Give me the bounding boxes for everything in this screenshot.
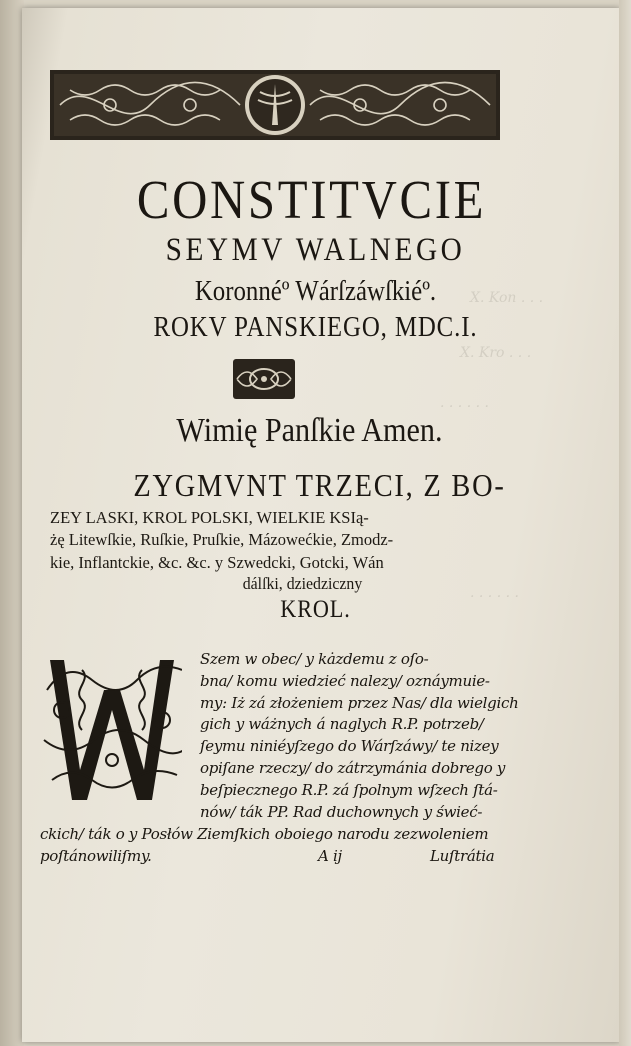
body-line: kie, Inflantckie, &c. &c. y Szwedcki, Gotcki, Wán [50, 553, 384, 572]
subtitle: SEYMV WALNEGO [165, 232, 466, 268]
book-left-edge [0, 0, 24, 1046]
text-line: ckich/ ták o y Posłów Ziemſkich oboiego narodu zezwoleniem [40, 825, 489, 843]
catchword: Luſtrátia [430, 847, 495, 865]
text-line: opiſane rzeczy/ do zátrzymánia dobrego y [200, 759, 506, 777]
show-through-text: . . . . . . [440, 395, 489, 411]
text-line: poſtánowiliſmy. [40, 847, 152, 865]
title: CONSTITVCIE [136, 169, 487, 230]
text-line: ſeymu niniéyſzego do Wárſzáwy/ te nizey [200, 737, 499, 755]
show-through-text: . . . . . . [470, 585, 519, 601]
king-line: ZYGMVNT TRZECI, Z BO- [133, 467, 506, 503]
show-through-text: X. Kon . . . [470, 290, 544, 306]
body-line: żę Litewſkie, Ruſkie, Pruſkie, Mázowećkie, Zmodz- [50, 530, 394, 549]
woodcut-ornament-icon [50, 70, 500, 140]
text-line: beſpiecznego R.P. zá ſpolnym wſzech ſtá- [200, 781, 498, 799]
book-right-edge [619, 0, 631, 1046]
body-line: dálſki, dziedziczny [242, 574, 363, 593]
krol-heading: KROL. [280, 596, 351, 623]
text-line: bna/ komu wiedzieć nalezy/ oznáymuie- [200, 672, 490, 690]
fleuron-icon [233, 359, 295, 399]
signature-mark: A ij [318, 847, 342, 865]
text-line: Szem w obec/ y kȧzdemu z oſo- [200, 650, 429, 668]
decorated-initial-w-icon [42, 650, 182, 810]
text-line: gich y wáżnych á naglych R.P. potrzeb/ [200, 715, 484, 733]
text-line: nów/ ták PP. Rad duchownych y świeć- [200, 803, 483, 821]
title-line-3: Koronnéº Wárſzáwſkiéº. [194, 276, 437, 307]
title-line-4: ROKV PANSKIEGO, MDC.I. [153, 312, 478, 343]
body-line: ZEY LASKI, KROL POLSKI, WIELKIE KSIą- [50, 508, 369, 527]
invocation: Wimię Panſkie Amen. [176, 412, 443, 449]
text-line: my: Iż zá złożeniem przez Nas/ dla wielgich [200, 694, 519, 712]
show-through-text: X. Kro . . . [460, 345, 532, 361]
